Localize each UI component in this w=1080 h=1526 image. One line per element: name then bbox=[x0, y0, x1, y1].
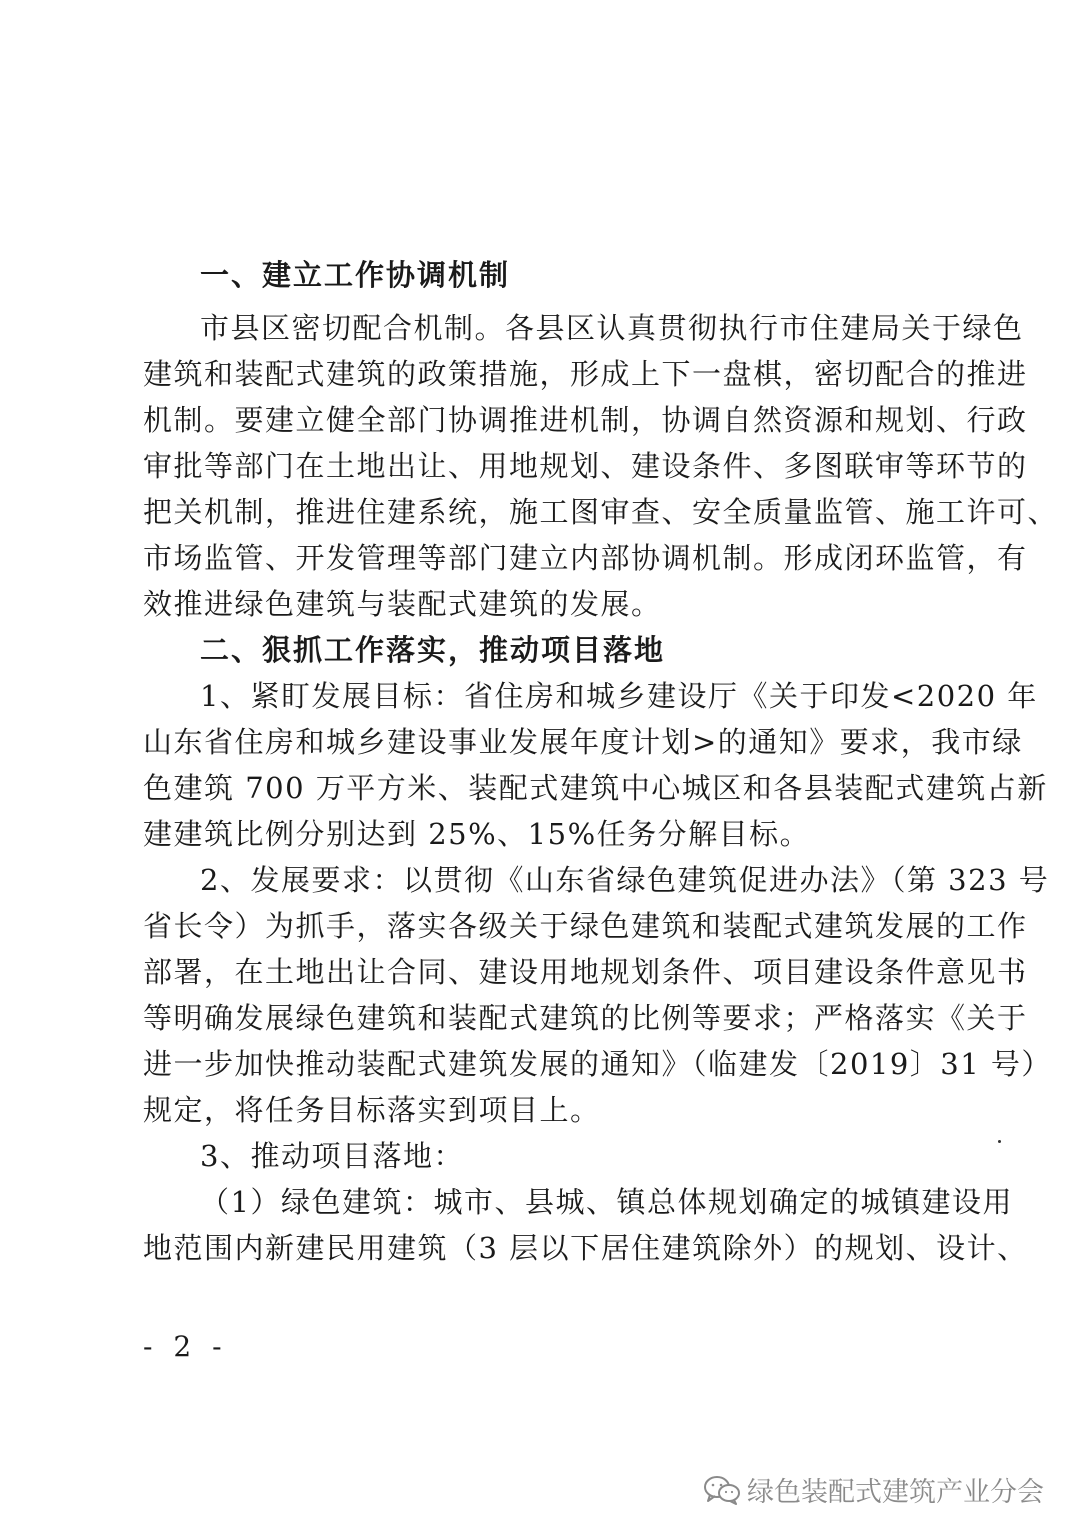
paragraph-line: 规定，将任务目标落实到项目上。 bbox=[143, 1093, 601, 1127]
paragraph-line: 山东省住房和城乡建设事业发展年度计划>的通知》要求，我市绿 bbox=[143, 725, 1023, 759]
scan-artifact-dot bbox=[998, 1140, 1001, 1143]
paragraph-line: 部署，在土地出让合同、建设用地规划条件、项目建设条件意见书 bbox=[143, 955, 1028, 989]
wechat-icon bbox=[703, 1475, 741, 1505]
watermark-text: 绿色装配式建筑产业分会 bbox=[747, 1477, 1044, 1508]
paragraph-line: 3、推动项目落地： bbox=[200, 1139, 464, 1173]
paragraph-line: 市县区密切配合机制。各县区认真贯彻执行市住建局关于绿色 bbox=[200, 311, 1024, 345]
paragraph-line: （1）绿色建筑：城市、县城、镇总体规划确定的城镇建设用 bbox=[200, 1185, 1013, 1219]
paragraph-line: 审批等部门在土地出让、用地规划、建设条件、多图联审等环节的 bbox=[143, 449, 1028, 483]
paragraph-line: 1、紧盯发展目标：省住房和城乡建设厅《关于印发<2020 年 bbox=[200, 679, 1038, 713]
section-heading-2: 二、狠抓工作落实，推动项目落地 bbox=[200, 633, 666, 667]
paragraph-line: 建筑和装配式建筑的政策措施，形成上下一盘棋，密切配合的推进 bbox=[143, 357, 1028, 391]
section-heading-1: 一、建立工作协调机制 bbox=[200, 258, 511, 292]
paragraph-line: 色建筑 700 万平方米、装配式建筑中心城区和各县装配式建筑占新 bbox=[143, 771, 1048, 805]
paragraph-line: 地范围内新建民用建筑（3 层以下居住建筑除外）的规划、设计、 bbox=[143, 1231, 1028, 1265]
paragraph-line: 进一步加快推动装配式建筑发展的通知》（临建发〔2019〕31 号） bbox=[143, 1047, 1052, 1081]
paragraph-line: 效推进绿色建筑与装配式建筑的发展。 bbox=[143, 587, 662, 621]
paragraph-line: 等明确发展绿色建筑和装配式建筑的比例等要求；严格落实《关于 bbox=[143, 1001, 1028, 1035]
paragraph-line: 把关机制，推进住建系统，施工图审查、安全质量监管、施工许可、 bbox=[143, 495, 1059, 529]
paragraph-line: 市场监管、开发管理等部门建立内部协调机制。形成闭环监管，有 bbox=[143, 541, 1028, 575]
paragraph-line: 建建筑比例分别达到 25%、15%任务分解目标。 bbox=[143, 817, 811, 851]
paragraph-line: 省长令）为抓手，落实各级关于绿色建筑和装配式建筑发展的工作 bbox=[143, 909, 1028, 943]
paragraph-line: 2、发展要求：以贯彻《山东省绿色建筑促进办法》（第 323 号 bbox=[200, 863, 1050, 897]
paragraph-line: 机制。要建立健全部门协调推进机制，协调自然资源和规划、行政 bbox=[143, 403, 1028, 437]
watermark bbox=[703, 1470, 1044, 1509]
page-number: - 2 - bbox=[143, 1330, 228, 1363]
